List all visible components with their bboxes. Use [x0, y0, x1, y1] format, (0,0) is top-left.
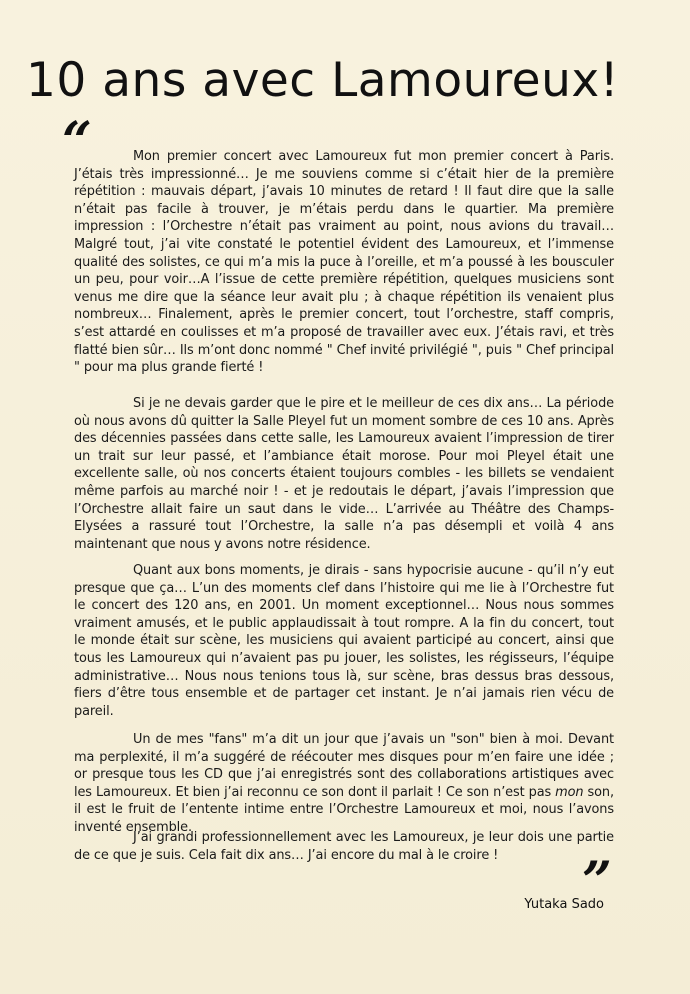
- paragraph-3: [74, 562, 614, 720]
- paragraph-2: [74, 395, 614, 553]
- author-signature: Yutaka Sado: [524, 897, 604, 912]
- paragraph-4: [74, 731, 614, 837]
- paragraph-3-text: Quant aux bons moments, je dirais - sans hypocrisie aucune - qu’il n’y eut presque que ça… L’un des moments clef dans l’histoire qui me lie à l’Orchestre fut le concert des 120 ans, en 2001. Un moment exceptionnel… Nous nous sommes vraiment amusés, et le public applaudissait à tout rompre. A la fin du concert, tout le monde était sur scène, les musiciens qui avaient participé au concert, ainsi que tous les Lamoureux qui n’avaient pas pu jouer, les solistes, les régisseurs, l’équipe administrative… Nous nous tenions tous là, sur scène, bras dessus bras dessous, fiers d’être tous ensemble et de partager cet instant. Je n’ai jamais rien vécu de pareil.: [74, 563, 614, 719]
- paragraph-1: [74, 148, 614, 377]
- paragraph-4-part-2: son, il est le fruit de l’entente intime entre l’Orchestre Lamoureux et moi, nous l’avons inventé ensemble.: [74, 784, 614, 835]
- paragraph-1-text: Mon premier concert avec Lamoureux fut mon premier concert à Paris. J’étais très impressionné… Je me souviens comme si c’était hier de la première répétition : mauvais départ, j’avais 10 minutes de retard ! Il faut dire que la salle n’était pas facile à trouver, je m’étais perdu dans le quartier. Ma première impression : l’Orchestre n’était pas vraiment au point, nous avions du travail… Malgré tout, j’ai vite constaté le potentiel évident des Lamoureux, et l’immense qualité des solistes, ce qui m’a mis la puce à l’oreille, et m’a poussé à les bousculer un peu, pour voir…A l’issue de cette première répétition, quelques musiciens sont venus me dire que la séance leur avait plu ; à chaque répétition ils venaient plus nombreux… Finalement, après le premier concert, tout l’orchestre, staff compris, s’est attardé en coulisses et m’a proposé de travailler avec eux. J’étais ravi, et très flatté bien sûr… Ils m’ont donc nommé " Chef invité privilégié ", puis " Chef principal " pour ma plus grande fierté !: [74, 149, 614, 376]
- article-title: 10 ans avec Lamoureux!: [26, 53, 620, 108]
- opening-quote-mark: “: [62, 111, 92, 172]
- paragraph-4-emphasis: mon: [555, 784, 584, 800]
- paragraph-2-text: Si je ne devais garder que le pire et le meilleur de ces dix ans… La période où nous avons dû quitter la Salle Pleyel fut un moment sombre de ces 10 ans. Après des décennies passées dans cette salle, les Lamoureux avaient l’impression de tirer un trait sur leur passé, et l’ambiance était morose. Pour moi Pleyel était une excellente salle, où nos concerts étaient toujours combles - les billets se vendaient même parfois au marché noir ! - et je redoutais le départ, j’avais l’impression que l’Orchestre allait faire un saut dans le vide… L’arrivée au Théâtre des Champs-Elysées a rassuré tout l’Orchestre, la salle n’a pas désempli et voilà 4 ans maintenant que nous y avons notre résidence.: [74, 396, 614, 552]
- paragraph-5-text: J’ai grandi professionnellement avec les Lamoureux, je leur dois une partie de ce que je suis. Cela fait dix ans… J’ai encore du mal à le croire !: [74, 830, 614, 863]
- paragraph-4-part-1: Un de mes "fans" m’a dit un jour que j’avais un "son" bien à moi. Devant ma perplexité, il m’a suggéré de réécouter mes disques pour m’en faire une idée ; or presque tous les CD que j’ai enregistrés sont des collaborations artistiques avec les Lamoureux. Et bien j’ai reconnu ce son dont il parlait ! Ce son n’est pas: [74, 732, 614, 800]
- paragraph-4-text: [74, 731, 614, 837]
- paragraph-5: [74, 829, 614, 864]
- closing-quote-mark: ”: [582, 851, 612, 912]
